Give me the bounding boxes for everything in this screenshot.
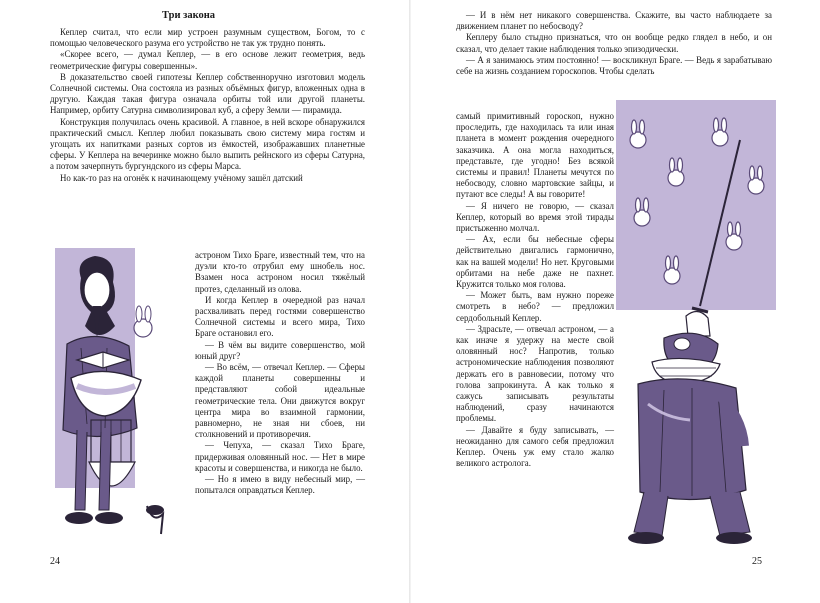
left-text-top (50, 27, 365, 184)
page-number: 24 (50, 556, 60, 567)
paragraph: — Ах, если бы небесные сферы действительно двигались гармонично, как на вашей модели! Но нет. Круговыми орбитами на небе даже не пахнет. Кружится только моя голова. (456, 234, 614, 290)
paragraph: — Может быть, вам нужно пореже смотреть в небо? — предложил сердобольный Кеплер. (456, 290, 614, 323)
left-text-side (195, 250, 365, 496)
paragraph: — Чепуха, — сказал Тихо Браге, придерживая оловянный нос. — Нет в мире красоты и совершенства, и никогда не было. (195, 440, 365, 473)
paragraph: — Давайте я буду записывать, — неожиданно для самого себя предложил Кеплер. Очень уж ему стало жалко великого астролога. (456, 424, 614, 469)
paragraph: — Я ничего не говорю, — сказал Кеплер, который во время этой тирады пристыженно молчал. (456, 200, 614, 234)
paragraph: В доказательство своей гипотезы Кеплер собственноручно изготовил модель Солнечной системы. Она состояла из разных объёмных фигур, вложенных одна в другую. Каждая такая фигура означала орбиты той или другой планеты. Например, орбиту Сатурна символизировал куб, а сферу Земли — пирамида. (50, 71, 365, 116)
paragraph: — И в нём нет никакого совершенства. Скажите, вы часто наблюдаете за движением планет по небосводу? (456, 10, 772, 32)
paragraph: Кеплеру было стыдно признаться, что он вообще редко глядел в небо, и он сказал, что делает такие наблюдения только эпизодически. (456, 32, 772, 54)
paragraph: Но как-то раз на огонёк к начинающему учёному зашёл датский (60, 172, 303, 183)
page-number: 25 (752, 556, 762, 567)
paragraph: — В чём вы видите совершенство, мой юный друг? (195, 339, 365, 361)
running-header: Три закона (162, 10, 216, 21)
paragraph: И когда Кеплер в очередной раз начал расхваливать перед гостями совершенство Солнечной системы и всего мира, Тихо Браге остановил его. (195, 294, 365, 339)
right-page (410, 0, 820, 603)
tycho-brahe-illustration (616, 100, 788, 550)
paragraph: самый примитивный гороскоп, нужно проследить, где находилась та или иная планета в момент рождения очередного заказчика. А она могла находиться, представьте, где угодно! Без всякой системы и правил! Планеты мечутся по небосводу, словно мартовские зайцы, и путают все следы! А вы говорите! (456, 111, 614, 200)
paragraph: Кеплер считал, что если мир устроен разумным существом, Богом, то с помощью человеческого разума его устройство не так уж трудно понять. (50, 27, 365, 49)
paragraph: Конструкция получилась очень красивой. А главное, в ней вскоре обнаружился практический смысл. Кеплер любил показывать свою систему мира гостям и угощать их напитками разных сортов из ёмкостей, изображавших планетные сферы. У Кеплера на вечеринке можно было выпить рейнского из сферы Сатурна, а потом зачерпнуть бургундского из сферы Марса. (50, 116, 365, 172)
paragraph: — Во всём, — отвечал Кеплер. — Сферы каждой планеты совершенны и представляют собой идеальные геометрические тела. Они движутся вокруг центра мира во взаимной гармонии, равномерно, не зная ни сбоев, ни столкновений и противоречия. (195, 362, 365, 440)
kepler-illustration (55, 248, 195, 543)
right-text-side (456, 111, 614, 470)
paragraph: «Скорее всего, — думал Кеплер, — в его основе лежит геометрия, ведь геометрические фигуры совершенны». (50, 49, 365, 71)
right-text-top (456, 10, 772, 77)
paragraph: — А я занимаюсь этим постоянно! — воскликнул Браге. — Ведь я зарабатываю себе на жизнь созданием гороскопов. Чтобы сделать (456, 54, 772, 77)
paragraph: астроном Тихо Браге, известный тем, что на дуэли кто-то отрубил ему шнобель нос. Взамен носа астроном носил тяжёлый протез, сделанный из олова. (195, 250, 365, 294)
paragraph: — Здрасьте, — отвечал астроном, — а как иначе я удержу на месте свой оловянный нос? Напротив, только астрономические наблюдения позволяют держать его в равновесии, потому что голова запрокинута. А как только я сажусь записывать результаты наблюдений, сразу начинаются проблемы. (456, 323, 614, 424)
paragraph: — Но я имею в виду небесный мир, — попытался оправдаться Кеплер. (195, 474, 365, 496)
